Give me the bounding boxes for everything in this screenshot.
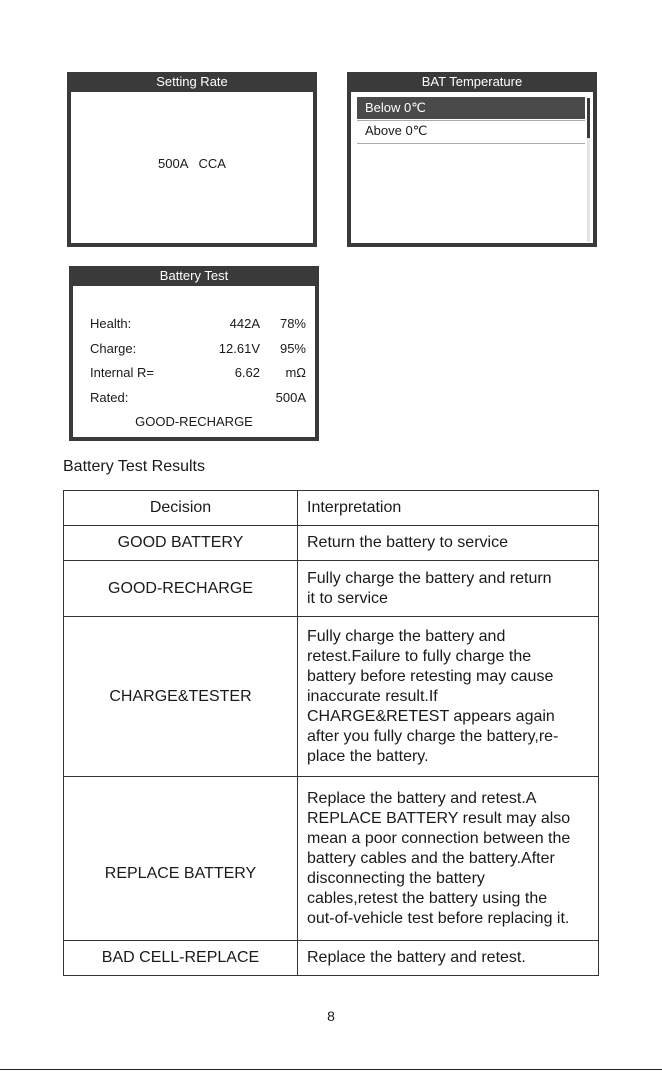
table-header-row xyxy=(64,491,599,526)
decision-cell: GOOD-RECHARGE xyxy=(64,561,298,617)
menu-divider xyxy=(357,143,585,144)
rate-value: 500A CCA xyxy=(158,156,226,171)
interpretation-line: disconnecting the battery xyxy=(307,869,485,887)
row-extra: 500A xyxy=(275,390,306,405)
interpretation-line: mean a poor connection between the xyxy=(307,829,571,847)
decision-cell: GOOD BATTERY xyxy=(64,526,298,561)
table-row xyxy=(64,561,599,617)
result-row-rated xyxy=(90,390,306,410)
interpretation-line: cables,retest the battery using the xyxy=(307,889,548,907)
setting-rate-screen xyxy=(67,72,317,247)
row-extra: 78% xyxy=(279,316,306,331)
section-title: Battery Test Results xyxy=(63,458,205,475)
interpretation-line: Replace the battery and retest.A xyxy=(307,789,537,807)
table-row xyxy=(64,941,599,976)
menu-item-below-0[interactable]: Below 0℃ xyxy=(357,97,585,119)
interpretation-line: battery before retesting may cause xyxy=(307,667,554,685)
row-label: Rated: xyxy=(90,390,129,405)
row-label: Internal R= xyxy=(90,365,154,380)
interpretation-line: inaccurate result.If xyxy=(307,687,438,705)
results-table xyxy=(63,490,599,976)
setting-rate-title: Setting Rate xyxy=(156,74,228,89)
decision-cell: REPLACE BATTERY xyxy=(64,777,298,941)
battery-test-screen xyxy=(69,266,319,441)
interpretation-line: CHARGE&RETEST appears again xyxy=(307,707,555,725)
row-label: Charge: xyxy=(90,341,137,356)
interpretation-cell xyxy=(298,617,599,777)
interpretation-line: Fully charge the battery and return xyxy=(307,569,552,587)
header-decision: Decision xyxy=(64,491,298,526)
row-value: 6.62 xyxy=(234,365,260,380)
row-value: 12.61V xyxy=(218,341,260,356)
menu-item-above-0[interactable]: Above 0℃ xyxy=(365,123,428,138)
row-extra: mΩ xyxy=(285,365,306,380)
row-value: 442A xyxy=(229,316,260,331)
footer-rule xyxy=(0,1069,662,1070)
scrollbar-thumb[interactable] xyxy=(587,98,590,138)
result-row-health xyxy=(90,316,306,336)
interpretation-line: REPLACE BATTERY result may also xyxy=(307,809,571,827)
test-verdict: GOOD-RECHARGE xyxy=(135,414,253,429)
interpretation-line: Fully charge the battery and xyxy=(307,627,506,645)
setting-rate-body xyxy=(71,92,313,243)
interpretation-line: out-of-vehicle test before replacing it. xyxy=(307,909,570,927)
interpretation-line: after you fully charge the battery,re- xyxy=(307,727,559,745)
interpretation-line: battery cables and the battery.After xyxy=(307,849,555,867)
interpretation-cell xyxy=(298,561,599,617)
table-row xyxy=(64,777,599,941)
interpretation-cell xyxy=(298,941,599,976)
interpretation-line: Return the battery to service xyxy=(307,534,508,551)
interpretation-cell xyxy=(298,526,599,561)
decision-cell: CHARGE&TESTER xyxy=(64,617,298,777)
bat-temperature-screen xyxy=(347,72,597,247)
row-label: Health: xyxy=(90,316,132,331)
result-row-internal-r xyxy=(90,365,306,385)
scrollbar[interactable] xyxy=(587,98,590,242)
battery-test-body xyxy=(73,286,315,437)
interpretation-line: it to service xyxy=(307,589,388,607)
result-row-charge xyxy=(90,341,306,361)
interpretation-cell xyxy=(298,777,599,941)
interpretation-line: retest.Failure to fully charge the xyxy=(307,647,532,665)
interpretation-line: place the battery. xyxy=(307,747,429,765)
table-row xyxy=(64,617,599,777)
decision-cell: BAD CELL-REPLACE xyxy=(64,941,298,976)
bat-temperature-title: BAT Temperature xyxy=(421,74,523,89)
table-row xyxy=(64,526,599,561)
header-interpretation: Interpretation xyxy=(298,491,599,526)
interpretation-line: Replace the battery and retest. xyxy=(307,949,526,966)
page-number: 8 xyxy=(327,1008,335,1024)
row-extra: 95% xyxy=(279,341,306,356)
battery-test-title: Battery Test xyxy=(159,268,229,283)
bat-temperature-body xyxy=(351,92,593,243)
